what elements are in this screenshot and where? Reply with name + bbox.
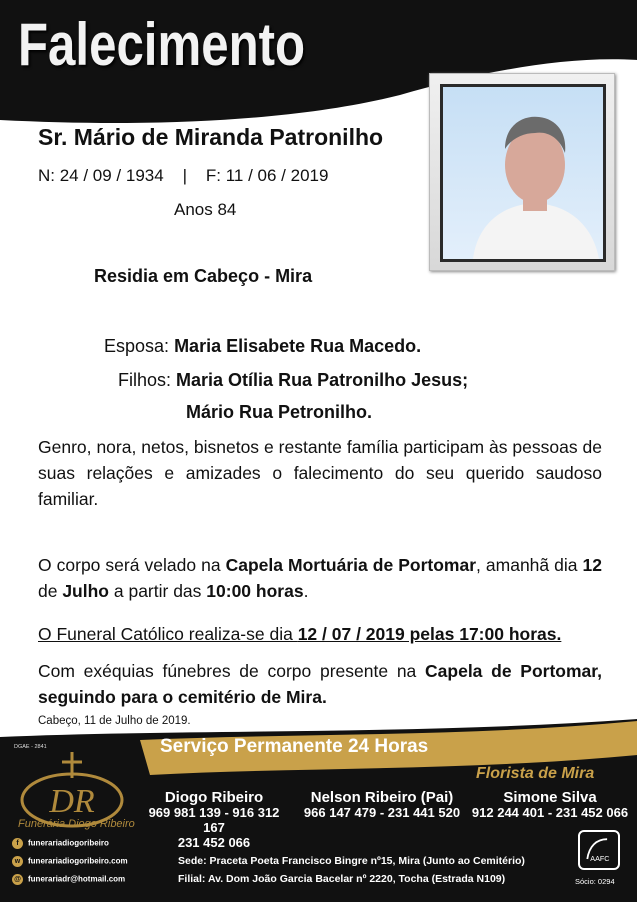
- contact-name: Nelson Ribeiro (Pai): [310, 789, 454, 806]
- branch-address: Filial: Av. Dom João Garcia Bacelar nº 2220, Tocha (Estrada N109): [178, 873, 506, 885]
- contact-phones: 966 147 479 - 231 441 520: [303, 805, 461, 820]
- contact-phones: 912 244 401 - 231 452 066: [471, 805, 629, 820]
- portrait-photo: [443, 87, 603, 259]
- social-facebook[interactable]: f funerariadiogoribeiro: [12, 838, 109, 849]
- contact-diogo: [138, 790, 290, 850]
- child-name: Mário Rua Petronilho.: [186, 402, 373, 422]
- birth-death-dates: N: 24 / 09 / 1934 | F: 11 / 06 / 2019: [38, 166, 329, 185]
- residence: Residia em Cabeço - Mira: [94, 266, 313, 286]
- social-email[interactable]: @ funerariadr@hotmail.com: [12, 874, 125, 885]
- mail-icon: @: [12, 874, 23, 885]
- aafc-badge-label: AAFC: [590, 853, 610, 863]
- page-title: Falecimento: [18, 11, 306, 78]
- contact-phones: 231 452 066: [177, 835, 251, 850]
- exequies-paragraph: Com exéquias fúnebres de corpo presente na Capela de Portomar, seguindo para o cemitério de Mira.: [38, 661, 602, 707]
- contact-simone: [470, 790, 630, 820]
- date-place: Cabeço, 11 de Julho de 2019.: [38, 715, 191, 727]
- announcement-paragraph: Genro, nora, netos, bisnetos e restante família participam às pessoas de suas relações e amizades o falecimento do seu querido saudoso familiar.: [38, 437, 602, 509]
- logo-initials: DR: [49, 783, 95, 820]
- web-icon: w: [12, 856, 23, 867]
- dgae-code: DGAE - 2841: [14, 744, 47, 750]
- aafc-badge-icon: [578, 830, 620, 870]
- facebook-icon: f: [12, 838, 23, 849]
- spouse-line: [104, 336, 421, 357]
- contact-name: Diogo Ribeiro: [164, 789, 264, 806]
- logo-name: Funerária Diogo Ribeiro: [18, 818, 135, 830]
- deceased-name: Sr. Mário de Miranda Patronilho: [38, 124, 384, 150]
- contact-name: Simone Silva: [503, 789, 597, 806]
- contact-phones: 969 981 139 - 916 312 167: [148, 805, 280, 835]
- contact-nelson: [302, 790, 462, 820]
- headquarters-address: Sede: Praceta Poeta Francisco Bingre nº15, Mira (Junto ao Cemitério): [178, 855, 525, 867]
- member-number: Sócio: 0294: [575, 877, 615, 886]
- children-line-2: [186, 402, 372, 423]
- florist-name: Florista de Mira: [476, 765, 595, 782]
- children-line: [118, 370, 468, 391]
- spouse-label: Esposa:: [104, 336, 170, 356]
- portrait-frame: [429, 73, 615, 271]
- age: Anos 84: [174, 200, 237, 219]
- children-label: Filhos:: [118, 370, 172, 390]
- social-website[interactable]: w funerariadiogoribeiro.com: [12, 856, 128, 867]
- child-name: Maria Otília Rua Patronilho Jesus;: [176, 370, 469, 390]
- wake-paragraph: O corpo será velado na Capela Mortuária de Portomar, amanhã dia 12 de Julho a partir das 10:00 horas.: [38, 555, 603, 601]
- funeral-line: O Funeral Católico realiza-se dia 12 / 07 / 2019 pelas 17:00 horas.: [38, 624, 562, 644]
- service-banner: Serviço Permanente 24 Horas: [160, 736, 429, 757]
- spouse-name: Maria Elisabete Rua Macedo.: [174, 336, 422, 356]
